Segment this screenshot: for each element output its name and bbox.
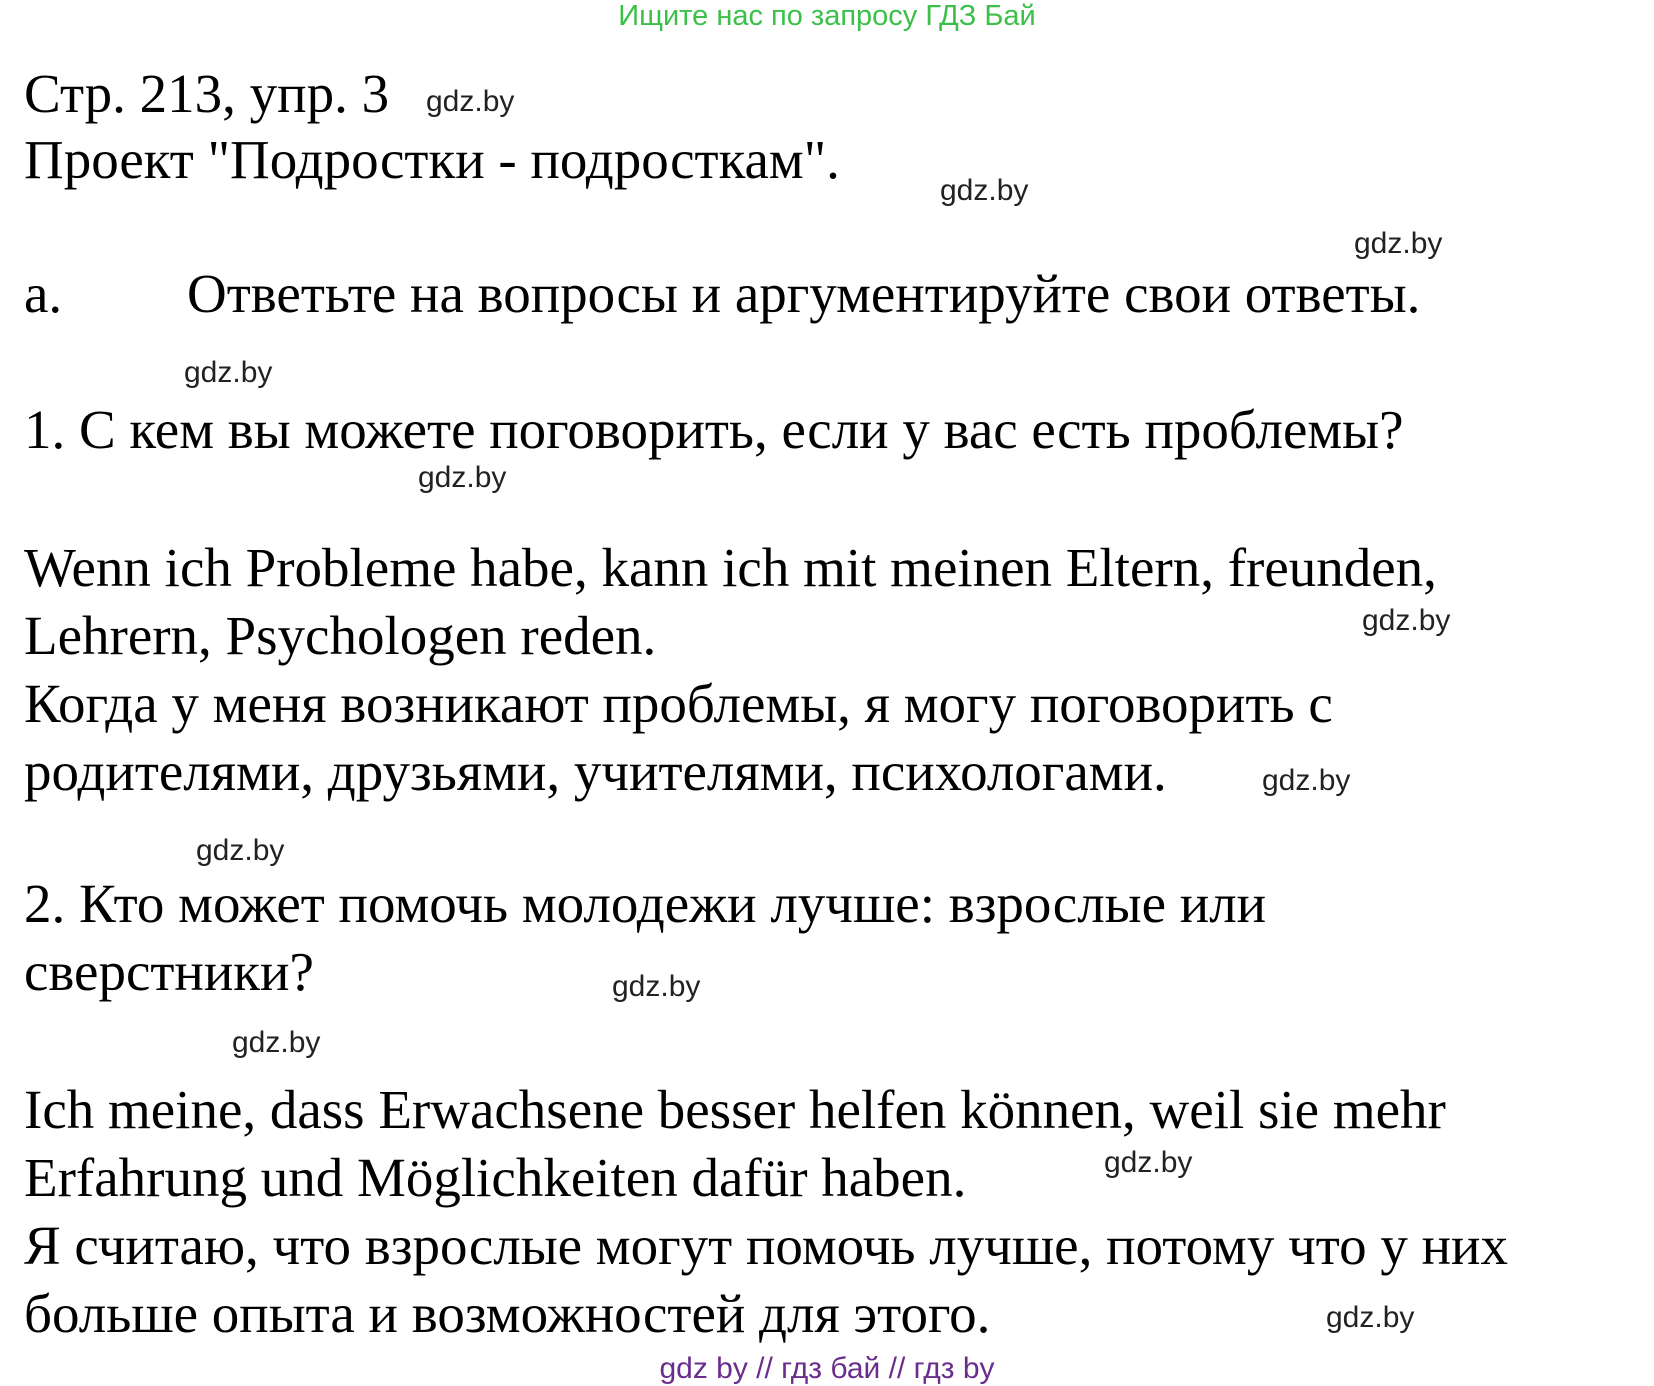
answer-2-de-line-1: Ich meine, dass Erwachsene besser helfen können, weil sie mehr (24, 1079, 1446, 1140)
footer-watermark: gdz by // гдз бай // гдз by (659, 1352, 995, 1385)
watermark: gdz.by (1104, 1146, 1193, 1179)
watermark: gdz.by (426, 85, 515, 118)
answer-2-de-line-2: Erfahrung und Möglichkeiten dafür haben. (24, 1147, 967, 1208)
task-text: Ответьте на вопросы и аргументируйте свои ответы. (187, 263, 1421, 324)
task-letter: а. (24, 263, 63, 324)
watermark: gdz.by (940, 174, 1029, 207)
page-reference-text: Стр. 213, упр. 3 (24, 63, 390, 124)
watermark: gdz.by (1362, 604, 1451, 637)
question-1: 1. С кем вы можете поговорить, если у вас есть проблемы? (24, 399, 1404, 460)
page-reference (24, 62, 389, 126)
watermark: gdz.by (612, 970, 701, 1003)
project-title: Проект "Подростки - подросткам". (24, 129, 840, 190)
watermark: gdz.by (196, 834, 285, 867)
watermark: gdz.by (1262, 764, 1351, 797)
question-2-line-1: 2. Кто может помочь молодежи лучше: взрослые или (24, 873, 1267, 934)
watermark: gdz.by (184, 356, 273, 389)
watermark: gdz.by (232, 1026, 321, 1059)
answer-1-ru-line-1: Когда у меня возникают проблемы, я могу поговорить с (24, 673, 1333, 734)
search-banner: Ищите нас по запросу ГДЗ Бай (618, 0, 1036, 32)
answer-1-ru-line-2: родителями, друзьями, учителями, психологами. (24, 741, 1167, 802)
answer-2-ru-line-2: больше опыта и возможностей для этого. (24, 1283, 991, 1344)
answer-2-ru-line-1: Я считаю, что взрослые могут помочь лучше, потому что у них (24, 1215, 1508, 1276)
watermark: gdz.by (418, 461, 507, 494)
task-a (24, 262, 1420, 326)
watermark: gdz.by (1354, 227, 1443, 260)
watermark: gdz.by (1326, 1301, 1415, 1334)
answer-1-de-line-2: Lehrern, Psychologen reden. (24, 605, 657, 666)
answer-1-de-line-1: Wenn ich Probleme habe, kann ich mit meinen Eltern, freunden, (24, 537, 1437, 598)
question-2-line-2: сверстники? (24, 941, 314, 1002)
